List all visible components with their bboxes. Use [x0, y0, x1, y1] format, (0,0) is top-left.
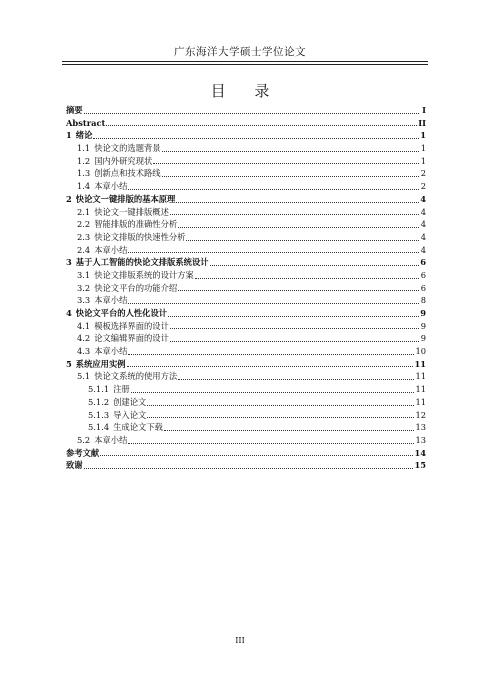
toc-entry-number: 2.3	[77, 231, 91, 242]
toc-entry-number: 3.3	[77, 295, 91, 306]
toc-dot-leader	[178, 227, 419, 228]
toc-entry-number: 2.1	[77, 206, 91, 217]
toc-dot-leader	[162, 176, 419, 177]
toc-entry-label: 智能排版的准确性分析	[94, 219, 178, 230]
toc-entry[interactable]	[66, 180, 426, 193]
toc-entry-number: 1.1	[77, 143, 91, 154]
toc-dot-leader	[178, 290, 419, 291]
toc-entry-page: 6	[420, 269, 426, 280]
toc-dot-leader	[186, 240, 419, 241]
toc-dot-leader	[162, 151, 419, 152]
toc-entry[interactable]	[66, 218, 426, 231]
toc-entry[interactable]	[66, 370, 426, 383]
toc-entry-label: 摘要	[66, 105, 83, 115]
toc-entry-label: 快论文平台的人性化设计	[75, 308, 168, 318]
toc-entry-label: 本章小结	[94, 346, 128, 357]
toc-entry-page: 4	[420, 231, 426, 242]
toc-entry[interactable]	[66, 269, 426, 282]
toc-entry-page: 1	[420, 155, 426, 166]
toc-entry-label: 本章小结	[94, 244, 128, 255]
toc-entry-page: 11	[415, 384, 426, 395]
toc-dot-leader	[84, 468, 414, 469]
toc-entry-page: 12	[415, 409, 426, 420]
toc-entry-page: 6	[420, 282, 426, 293]
toc-entry-label: 本章小结	[94, 295, 128, 306]
toc-entry[interactable]	[66, 320, 426, 333]
toc-entry-page: 11	[415, 371, 426, 382]
toc-dot-leader	[147, 405, 414, 406]
toc-entry-label: 快论文的选题背景	[94, 143, 161, 154]
toc-dot-leader	[170, 328, 419, 329]
toc-entry-number: 4.1	[77, 320, 91, 331]
toc-entry[interactable]	[66, 294, 426, 307]
toc-entry-number: 2.2	[77, 219, 91, 230]
toc-entry-label: 注册	[113, 384, 130, 395]
toc-entry-label: 本章小结	[94, 181, 128, 192]
toc-dot-leader	[84, 113, 419, 114]
toc-dot-leader	[128, 354, 414, 355]
toc-entry[interactable]	[66, 447, 426, 460]
toc-entry-page: 9	[420, 308, 426, 318]
toc-entry-number: 4.2	[77, 333, 91, 344]
toc-entry-label: 系统应用实例	[75, 358, 126, 369]
page-number: III	[235, 636, 245, 645]
toc-entry[interactable]	[66, 396, 426, 409]
toc-entry[interactable]	[66, 155, 426, 168]
toc-dot-leader	[128, 443, 414, 444]
toc-entry-label: 导入论文	[113, 409, 147, 420]
toc-entry-page: 6	[420, 257, 426, 268]
toc-entry-label: Abstract	[66, 117, 106, 128]
toc-entry-page: 13	[415, 422, 426, 433]
toc-dot-leader	[131, 392, 415, 393]
toc-entry-number: 1.3	[77, 168, 91, 179]
toc-entry-page: 2	[420, 168, 426, 179]
toc-entry-label: 本章小结	[94, 434, 128, 445]
toc-entry-page: 8	[420, 295, 426, 306]
toc-entry[interactable]	[66, 193, 426, 206]
running-header: 广东海洋大学硕士学位论文	[174, 46, 306, 58]
toc-entry-page: 1	[420, 143, 426, 154]
toc-entry-number: 2	[66, 193, 72, 204]
toc-dot-leader	[176, 202, 419, 203]
toc-entry[interactable]	[66, 409, 426, 422]
toc-entry-number: 3.2	[77, 282, 91, 293]
toc-dot-leader	[170, 214, 419, 215]
toc-entry[interactable]	[66, 142, 426, 155]
toc-entry-number: 2.4	[77, 244, 91, 255]
header-rule-thick	[62, 61, 428, 62]
toc-entry-number: 5.1	[77, 371, 91, 382]
toc-entry-label: 基于人工智能的快论文排版系统设计	[75, 257, 209, 268]
toc-entry[interactable]	[66, 256, 426, 269]
toc-entry[interactable]	[66, 282, 426, 295]
toc-entry-label: 快论文排版系统的设计方案	[94, 269, 194, 280]
toc-entry-page: I	[422, 105, 426, 115]
toc-entry[interactable]	[66, 104, 426, 117]
toc-entry[interactable]	[66, 421, 426, 434]
toc-entry-number: 5.2	[77, 434, 91, 445]
toc-entry-label: 快论文一键排版的基本原理	[75, 193, 176, 204]
toc-entry[interactable]	[66, 129, 426, 142]
toc-entry-number: 5.1.3	[88, 409, 110, 420]
toc-entry[interactable]	[66, 332, 426, 345]
toc-dot-leader	[106, 125, 417, 126]
toc-entry-label: 快论文平台的功能介绍	[94, 282, 178, 293]
toc-title: 目 录	[210, 82, 282, 100]
toc-dot-leader	[170, 341, 419, 342]
toc-entry-label: 绪论	[75, 130, 93, 141]
toc-dot-leader	[128, 252, 419, 253]
toc-entry[interactable]	[66, 345, 426, 358]
toc-entry-page: 10	[415, 346, 426, 357]
toc-dot-leader	[128, 303, 419, 304]
toc-dot-leader	[128, 189, 419, 190]
toc-entry-page: 4	[420, 244, 426, 255]
toc-dot-leader	[147, 417, 414, 418]
toc-entry-page: 11	[415, 396, 426, 407]
toc-entry-page: 13	[415, 434, 426, 445]
toc-entry-number: 1	[66, 130, 72, 141]
toc-entry-label: 快论文一键排版概述	[94, 206, 169, 217]
toc-entry-number: 4.3	[77, 346, 91, 357]
toc-entry[interactable]	[66, 358, 426, 371]
toc-entry[interactable]	[66, 434, 426, 447]
toc-entry-label: 参考文献	[66, 447, 100, 458]
toc-dot-leader	[93, 138, 419, 139]
toc-entry-label: 国内外研究现状	[94, 155, 153, 166]
toc-entry-page: 4	[420, 206, 426, 217]
toc-entry-label: 生成论文下载	[113, 422, 163, 433]
toc-entry-page: 11	[414, 358, 426, 369]
toc-entry-page: 14	[414, 447, 426, 458]
toc-entry[interactable]	[66, 206, 426, 219]
toc-dot-leader	[195, 278, 419, 279]
toc-entry-number: 3.1	[77, 269, 91, 280]
header-rule-thin	[62, 64, 428, 65]
toc-entry-label: 论文编辑界面的设计	[94, 333, 169, 344]
toc-entry-label: 创新点和技术路线	[94, 168, 161, 179]
toc-dot-leader	[100, 455, 413, 456]
toc-entry[interactable]	[66, 244, 426, 257]
toc-entry-number: 3	[66, 257, 72, 268]
toc-entry-label: 模板选择界面的设计	[94, 320, 169, 331]
toc-entry-number: 4	[66, 308, 72, 318]
table-of-contents	[66, 104, 426, 472]
toc-entry-label: 快论文系统的使用方法	[94, 371, 178, 382]
toc-entry-number: 5.1.4	[88, 422, 110, 433]
toc-dot-leader	[127, 366, 414, 367]
toc-entry[interactable]	[66, 459, 426, 472]
toc-entry[interactable]	[66, 307, 426, 320]
toc-entry-page: 15	[414, 460, 426, 471]
toc-entry-number: 5	[66, 358, 72, 369]
toc-entry-page: 9	[420, 333, 426, 344]
toc-dot-leader	[210, 265, 419, 266]
toc-dot-leader	[164, 430, 415, 431]
toc-entry[interactable]	[66, 167, 426, 180]
toc-dot-leader	[153, 163, 419, 164]
toc-entry[interactable]	[66, 383, 426, 396]
toc-entry-page: 1	[420, 130, 426, 141]
toc-dot-leader	[168, 316, 419, 317]
toc-dot-leader	[178, 379, 414, 380]
toc-entry[interactable]	[66, 117, 426, 130]
toc-entry-number: 5.1.1	[88, 384, 110, 395]
toc-entry-page: 2	[420, 181, 426, 192]
toc-entry-page: 4	[420, 193, 426, 204]
toc-entry-number: 1.4	[77, 181, 91, 192]
toc-entry-page: 9	[420, 320, 426, 331]
toc-entry-page: II	[418, 117, 426, 128]
toc-entry[interactable]	[66, 231, 426, 244]
toc-entry-label: 致谢	[66, 460, 83, 471]
toc-entry-number: 5.1.2	[88, 396, 110, 407]
toc-entry-number: 1.2	[77, 155, 91, 166]
toc-entry-label: 创建论文	[113, 396, 147, 407]
toc-entry-page: 4	[420, 219, 426, 230]
toc-entry-label: 快论文排版的快速性分析	[94, 231, 186, 242]
